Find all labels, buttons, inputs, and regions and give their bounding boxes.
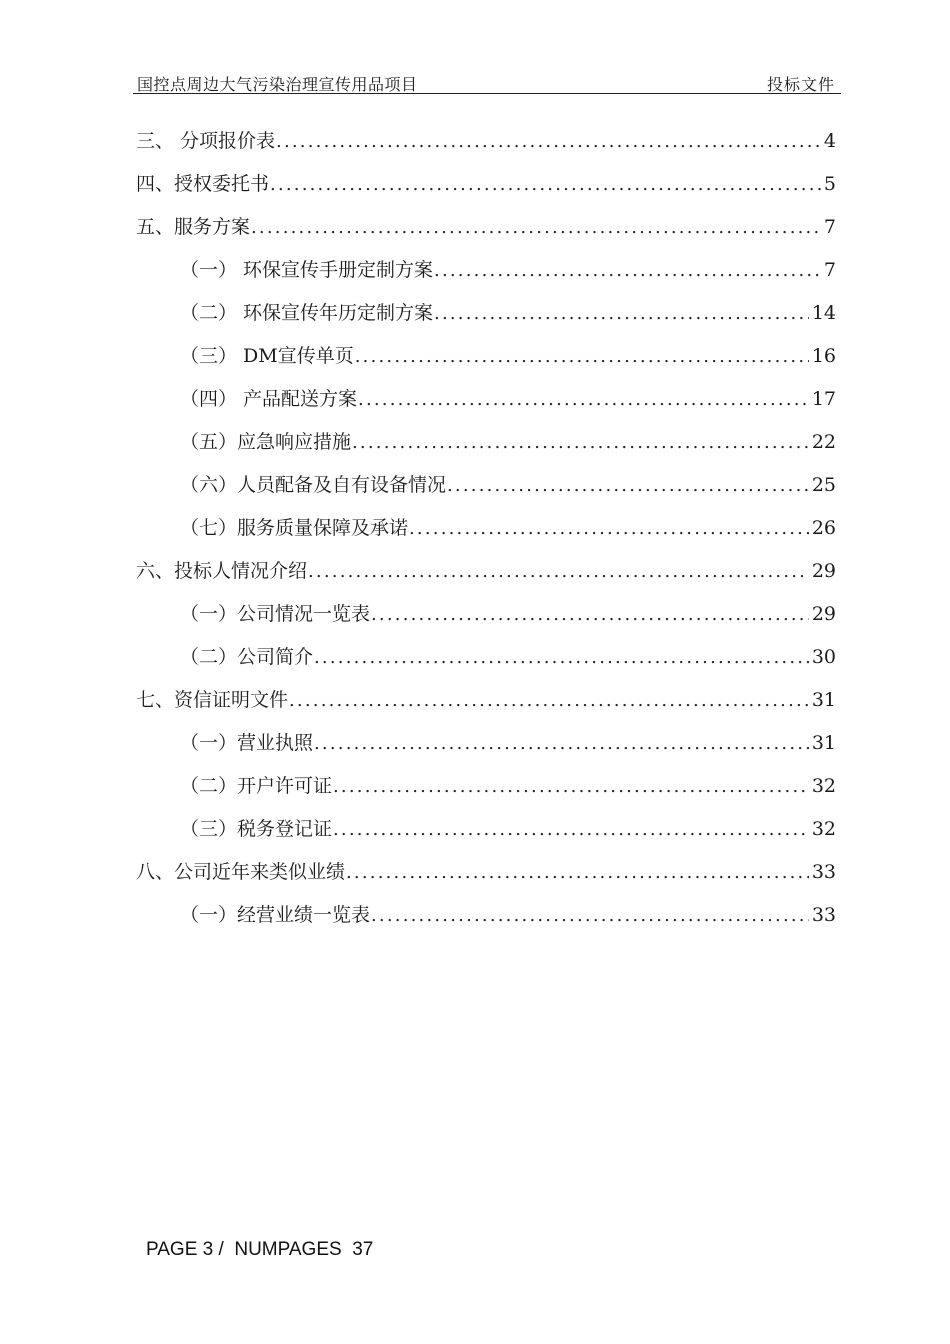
toc-entry-title: 四、授权委托书 (136, 173, 270, 195)
toc-entry-page-number: 17 (811, 388, 836, 410)
toc-entry[interactable] (136, 507, 836, 550)
toc-entry-title: （二） 环保宣传年历定制方案 (180, 302, 434, 324)
toc-entry-page-number: 4 (823, 130, 836, 152)
toc-entry[interactable] (136, 679, 836, 722)
toc-entry[interactable] (136, 335, 836, 378)
toc-entry-title: （四） 产品配送方案 (180, 388, 358, 410)
toc-entry[interactable] (136, 550, 836, 593)
toc-dot-leader (371, 593, 809, 636)
header-project-title: 国控点周边大气污染治理宣传用品项目 (137, 75, 418, 94)
toc-entry-page-number: 5 (823, 173, 836, 195)
toc-entry-title: （二）开户许可证 (180, 775, 333, 797)
toc-dot-leader (447, 464, 809, 507)
toc-entry[interactable] (136, 636, 836, 679)
toc-entry-title: （三） DM宣传单页 (180, 345, 354, 367)
header-document-type: 投标文件 (766, 75, 835, 94)
toc-entry-title: 八、公司近年来类似业绩 (136, 861, 346, 883)
toc-dot-leader (355, 335, 809, 378)
toc-entry-page-number: 29 (811, 603, 836, 625)
toc-dot-leader (251, 206, 821, 249)
toc-entry[interactable] (136, 894, 836, 937)
toc-entry[interactable] (136, 808, 836, 851)
toc-entry-title: 七、资信证明文件 (136, 689, 289, 711)
toc-entry-title: （二）公司简介 (180, 646, 314, 668)
toc-entry-title: （一）经营业绩一览表 (180, 904, 371, 926)
toc-entry-page-number: 14 (811, 302, 836, 324)
toc-dot-leader (314, 636, 809, 679)
toc-entry[interactable] (136, 120, 836, 163)
toc-entry[interactable] (136, 206, 836, 249)
toc-entry-page-number: 31 (811, 732, 836, 754)
toc-dot-leader (371, 894, 809, 937)
toc-entry-page-number: 30 (811, 646, 836, 668)
table-of-contents (136, 120, 836, 937)
toc-entry-page-number: 29 (811, 560, 836, 582)
toc-dot-leader (308, 550, 809, 593)
toc-entry-page-number: 33 (811, 861, 836, 883)
toc-entry-page-number: 25 (811, 474, 836, 496)
page-header (133, 68, 841, 94)
toc-entry-page-number: 7 (823, 216, 836, 238)
toc-entry[interactable] (136, 722, 836, 765)
toc-entry-page-number: 7 (823, 259, 836, 281)
toc-entry-title: 五、服务方案 (136, 216, 251, 238)
toc-entry-page-number: 32 (811, 775, 836, 797)
toc-dot-leader (434, 249, 821, 292)
toc-entry[interactable] (136, 249, 836, 292)
toc-dot-leader (314, 722, 809, 765)
toc-entry[interactable] (136, 292, 836, 335)
toc-entry[interactable] (136, 765, 836, 808)
toc-entry-title: 六、投标人情况介绍 (136, 560, 308, 582)
toc-entry-title: （七）服务质量保障及承诺 (180, 517, 409, 539)
toc-entry-title: 三、 分项报价表 (136, 130, 276, 152)
toc-dot-leader (276, 120, 821, 163)
toc-dot-leader (346, 851, 809, 894)
toc-dot-leader (333, 765, 809, 808)
toc-entry-page-number: 16 (811, 345, 836, 367)
toc-dot-leader (409, 507, 809, 550)
toc-entry[interactable] (136, 464, 836, 507)
toc-entry[interactable] (136, 163, 836, 206)
toc-entry-title: （六）人员配备及自有设备情况 (180, 474, 447, 496)
toc-entry[interactable] (136, 378, 836, 421)
toc-entry-page-number: 26 (811, 517, 836, 539)
toc-entry-title: （一） 环保宣传手册定制方案 (180, 259, 434, 281)
toc-dot-leader (289, 679, 809, 722)
toc-entry-page-number: 31 (811, 689, 836, 711)
toc-entry-page-number: 32 (811, 818, 836, 840)
toc-entry-title: （一）公司情况一览表 (180, 603, 371, 625)
toc-entry-page-number: 33 (811, 904, 836, 926)
toc-entry-title: （五）应急响应措施 (180, 431, 352, 453)
toc-entry[interactable] (136, 593, 836, 636)
toc-entry-title: （三）税务登记证 (180, 818, 333, 840)
toc-dot-leader (352, 421, 809, 464)
toc-entry-title: （一）营业执照 (180, 732, 314, 754)
toc-entry[interactable] (136, 851, 836, 894)
toc-dot-leader (358, 378, 809, 421)
toc-dot-leader (333, 808, 809, 851)
toc-entry[interactable] (136, 421, 836, 464)
toc-entry-page-number: 22 (811, 431, 836, 453)
toc-dot-leader (270, 163, 821, 206)
toc-dot-leader (434, 292, 809, 335)
page-footer: PAGE 3 / NUMPAGES 37 (146, 1239, 374, 1260)
